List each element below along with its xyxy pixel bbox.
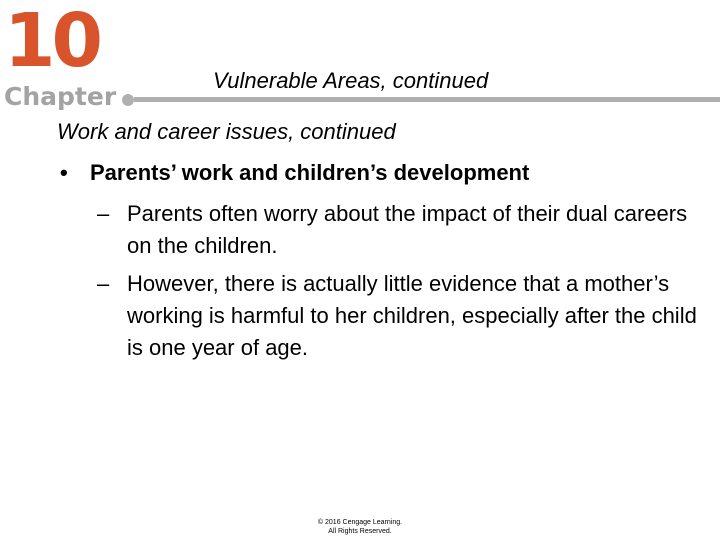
copyright-notice (270, 518, 450, 536)
chapter-label: Chapter (4, 82, 117, 111)
sub-bullet-dash: – (97, 201, 110, 226)
bullet-text: Parents’ work and children’s development (90, 160, 530, 185)
copyright-line: © 2016 Cengage Learning. (317, 519, 403, 526)
chapter-number: 10 (4, 0, 99, 84)
sub-bullet-text: Parents often worry about the impact of their dual careers on the children. (127, 201, 688, 258)
sub-bullet-text: However, there is actually little evidence that a mother’s working is harmful to her children, especially after the child is one year of age. (127, 271, 697, 360)
sub-bullet-item (97, 198, 697, 262)
header-rule-dot (122, 94, 134, 106)
bullet-marker: • (60, 160, 68, 185)
section-heading: Work and career issues, continued (57, 119, 396, 144)
bullet-item (60, 158, 529, 188)
sub-bullet-item (97, 268, 697, 364)
header-rule-line (134, 97, 720, 102)
sub-bullet-dash: – (97, 271, 110, 296)
slide-title: Vulnerable Areas, continued (213, 68, 489, 93)
rights-line: All Rights Reserved. (328, 528, 392, 535)
